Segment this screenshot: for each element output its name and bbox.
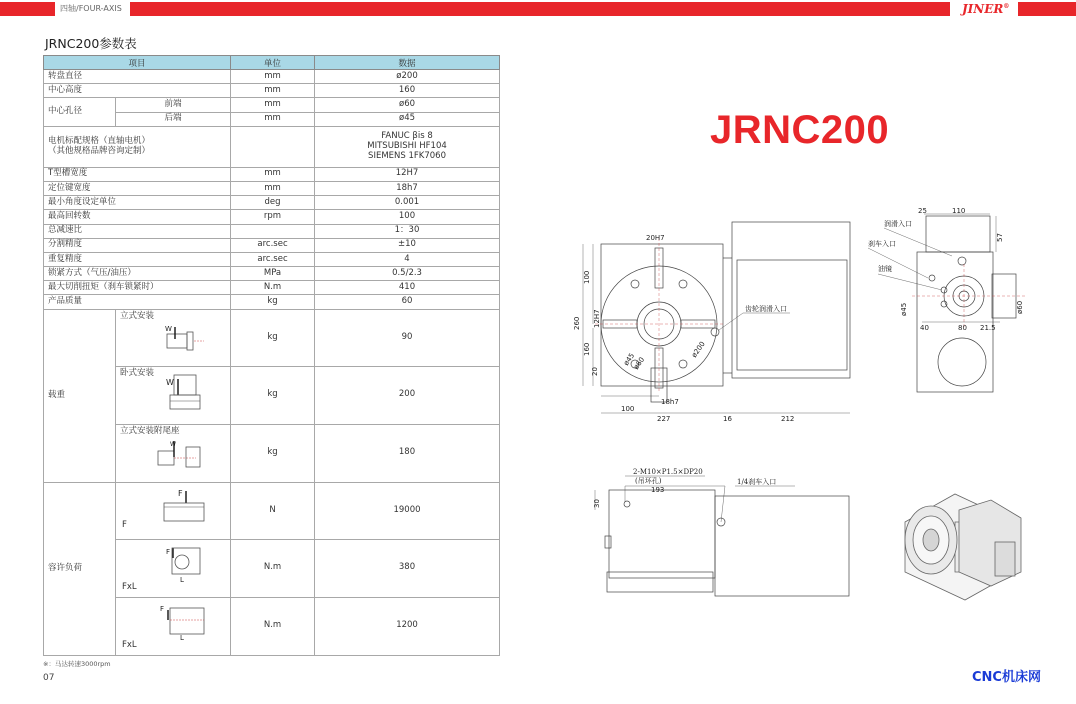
force-label: F (160, 604, 165, 613)
row-value: 60 (315, 295, 500, 309)
motor-siemens: SIEMENS 1FK7060 (368, 150, 446, 161)
table-row (44, 210, 500, 224)
dim-label: 30 (593, 499, 601, 508)
allow-unit: N.m (231, 597, 315, 655)
load-mode-label: 立式安装 (120, 310, 155, 321)
row-value: 100 (315, 210, 500, 224)
row-unit: mm (231, 167, 315, 181)
allow-row (44, 482, 500, 539)
dim-label: 20 (591, 367, 599, 376)
row-item: 重复精度 (44, 252, 231, 266)
allow-mode-cell (116, 539, 231, 597)
load-value: 200 (315, 366, 500, 424)
allow-mode-label: F (122, 519, 127, 530)
row-unit: mm (231, 181, 315, 195)
motor-fanuc: FANUC βis 8 (381, 131, 433, 142)
motor-spec-label: 电机标配规格（直轴电机） (48, 135, 151, 146)
table-row (44, 70, 500, 84)
allow-unit: N.m (231, 539, 315, 597)
header-bar-left (0, 2, 55, 16)
model-title: JRNC200 (710, 108, 890, 152)
load-value: 90 (315, 309, 500, 366)
load-unit: kg (231, 309, 315, 366)
dim-label: 100 (621, 405, 635, 413)
dim-label: 16 (723, 415, 732, 423)
row-item: 转盘直径 (44, 70, 231, 84)
row-unit: mm (231, 112, 315, 126)
table-row (44, 98, 500, 112)
dim-label: 21.5 (980, 324, 996, 332)
row-subitem: 前端 (116, 98, 231, 112)
row-unit: mm (231, 84, 315, 98)
dim-label: ø60 (1016, 300, 1024, 314)
table-row (44, 295, 500, 309)
row-unit: mm (231, 98, 315, 112)
row-item (44, 126, 231, 167)
row-unit: mm (231, 70, 315, 84)
table-row (44, 167, 500, 181)
dim-label: 193 (651, 486, 665, 494)
allow-mode-cell (116, 597, 231, 655)
motor-mitsubishi: MITSUBISHI HF104 (367, 140, 447, 151)
load-mode-cell (116, 366, 231, 424)
row-item: 最小角度设定单位 (44, 196, 231, 210)
row-unit: MPa (231, 267, 315, 281)
header-value: 数据 (315, 56, 500, 70)
row-value: ±10 (315, 238, 500, 252)
table-row (44, 281, 500, 295)
dim-label: ø45 (900, 302, 908, 316)
allow-mode-label: FxL (122, 581, 137, 592)
table-title: JRNC200参数表 (45, 36, 137, 51)
brake-port-callout: 1/4刹车入口 (737, 478, 777, 486)
dim-label: 160 (583, 342, 591, 356)
row-item: 产品质量 (44, 295, 231, 309)
row-item: 定位键宽度 (44, 181, 231, 195)
header-item: 项目 (44, 56, 231, 70)
horizontal-mount-icon (164, 375, 204, 413)
row-item: T型槽宽度 (44, 167, 231, 181)
dim-label: 20H7 (646, 234, 665, 242)
header-unit: 单位 (231, 56, 315, 70)
weight-label: W (165, 324, 172, 333)
load-mode-cell (116, 424, 231, 482)
load-unit: kg (231, 424, 315, 482)
table-row (44, 84, 500, 98)
row-value: 4 (315, 252, 500, 266)
row-value: 0.5/2.3 (315, 267, 500, 281)
vertical-mount-icon (164, 324, 206, 352)
table-header-row (44, 56, 500, 70)
allow-unit: N (231, 482, 315, 539)
spec-table (43, 55, 500, 656)
dim-label: ø60 (632, 355, 647, 372)
allow-value: 19000 (315, 482, 500, 539)
load-value: 180 (315, 424, 500, 482)
load-label: 载重 (44, 309, 116, 482)
row-unit: deg (231, 196, 315, 210)
header-bar-end (1018, 2, 1076, 16)
row-unit (231, 224, 315, 238)
row-item: 中心孔径 (44, 98, 116, 126)
force-label: F (166, 547, 171, 556)
brand-logo: JINER® (962, 2, 1010, 16)
dim-label: ø200 (690, 340, 707, 360)
motor-spec-note: （其他规格品牌咨询定制） (48, 145, 151, 156)
length-label: L (180, 575, 184, 584)
dim-label: 18h7 (661, 398, 679, 406)
row-value: ø45 (315, 112, 500, 126)
table-row (44, 181, 500, 195)
row-item: 中心高度 (44, 84, 231, 98)
side-view-drawing (862, 204, 1032, 400)
front-view-drawing (575, 218, 855, 426)
row-unit: arc.sec (231, 252, 315, 266)
row-unit: rpm (231, 210, 315, 224)
weight-label: W (170, 440, 176, 448)
table-row (44, 224, 500, 238)
dim-label: 57 (996, 233, 1004, 242)
row-subitem: 后端 (116, 112, 231, 126)
lift-hole-note: (吊环孔) (635, 477, 662, 485)
table-row (44, 267, 500, 281)
row-value: 1：30 (315, 224, 500, 238)
vertical-tailstock-mount-icon (156, 439, 204, 473)
row-unit: N.m (231, 281, 315, 295)
dim-label: 227 (657, 415, 671, 423)
allow-label: 容许负荷 (44, 482, 116, 655)
row-unit (231, 126, 315, 167)
table-row (44, 126, 500, 167)
dim-label: 260 (573, 316, 581, 330)
dim-label: 12H7 (593, 309, 601, 328)
table-row (44, 238, 500, 252)
allow-mode-label: FxL (122, 639, 137, 650)
load-unit: kg (231, 366, 315, 424)
section-label: 四轴/FOUR-AXIS (60, 4, 122, 13)
force-label: F (178, 488, 183, 498)
brake-inlet-callout: 刹车入口 (868, 240, 896, 248)
moment-load-icon (166, 544, 206, 584)
dim-label: 100 (583, 270, 591, 284)
oil-sight-callout: 油镜 (878, 265, 892, 273)
lift-hole-callout: 2-M10×P1.5×DP20 (633, 468, 703, 476)
moment-load-horizontal-icon (158, 602, 208, 642)
weight-label: W (166, 377, 174, 387)
footnote: ※：马达转速3000rpm (43, 660, 111, 668)
table-row (44, 252, 500, 266)
table-row (44, 196, 500, 210)
row-item: 总减速比 (44, 224, 231, 238)
row-unit: arc.sec (231, 238, 315, 252)
row-value: 18h7 (315, 181, 500, 195)
row-value: 0.001 (315, 196, 500, 210)
row-item: 最大切削扭矩（刹车锁紧时） (44, 281, 231, 295)
axial-force-icon (160, 487, 208, 523)
row-item: 锁紧方式（气压/油压） (44, 267, 231, 281)
site-logo: CNC机床网 (972, 670, 1041, 685)
lube-inlet-callout: 润滑入口 (884, 220, 912, 228)
dim-label: 110 (952, 207, 966, 215)
row-item: 分割精度 (44, 238, 231, 252)
row-item: 最高回转数 (44, 210, 231, 224)
row-value: ø60 (315, 98, 500, 112)
row-value: 12H7 (315, 167, 500, 181)
row-unit: kg (231, 295, 315, 309)
row-value: 160 (315, 84, 500, 98)
dim-label: ø45 (622, 351, 637, 368)
load-mode-label: 立式安装附尾座 (120, 425, 180, 436)
load-mode-cell (116, 309, 231, 366)
page-number: 07 (43, 673, 55, 683)
dim-label: 40 (920, 324, 929, 332)
dim-label: 25 (918, 207, 927, 215)
product-isometric-drawing (895, 482, 1035, 612)
row-value: 410 (315, 281, 500, 295)
allow-value: 1200 (315, 597, 500, 655)
allow-value: 380 (315, 539, 500, 597)
dim-label: 212 (781, 415, 795, 423)
dim-label: 80 (958, 324, 967, 332)
header-bar-right (130, 2, 950, 16)
row-value (315, 126, 500, 167)
load-mode-label: 卧式安装 (120, 367, 155, 378)
gear-lube-callout: 齿轮润滑入口 (745, 305, 787, 313)
load-row (44, 309, 500, 366)
top-view-drawing (585, 462, 855, 602)
length-label: L (180, 633, 184, 642)
allow-mode-cell (116, 482, 231, 539)
row-value: ø200 (315, 70, 500, 84)
